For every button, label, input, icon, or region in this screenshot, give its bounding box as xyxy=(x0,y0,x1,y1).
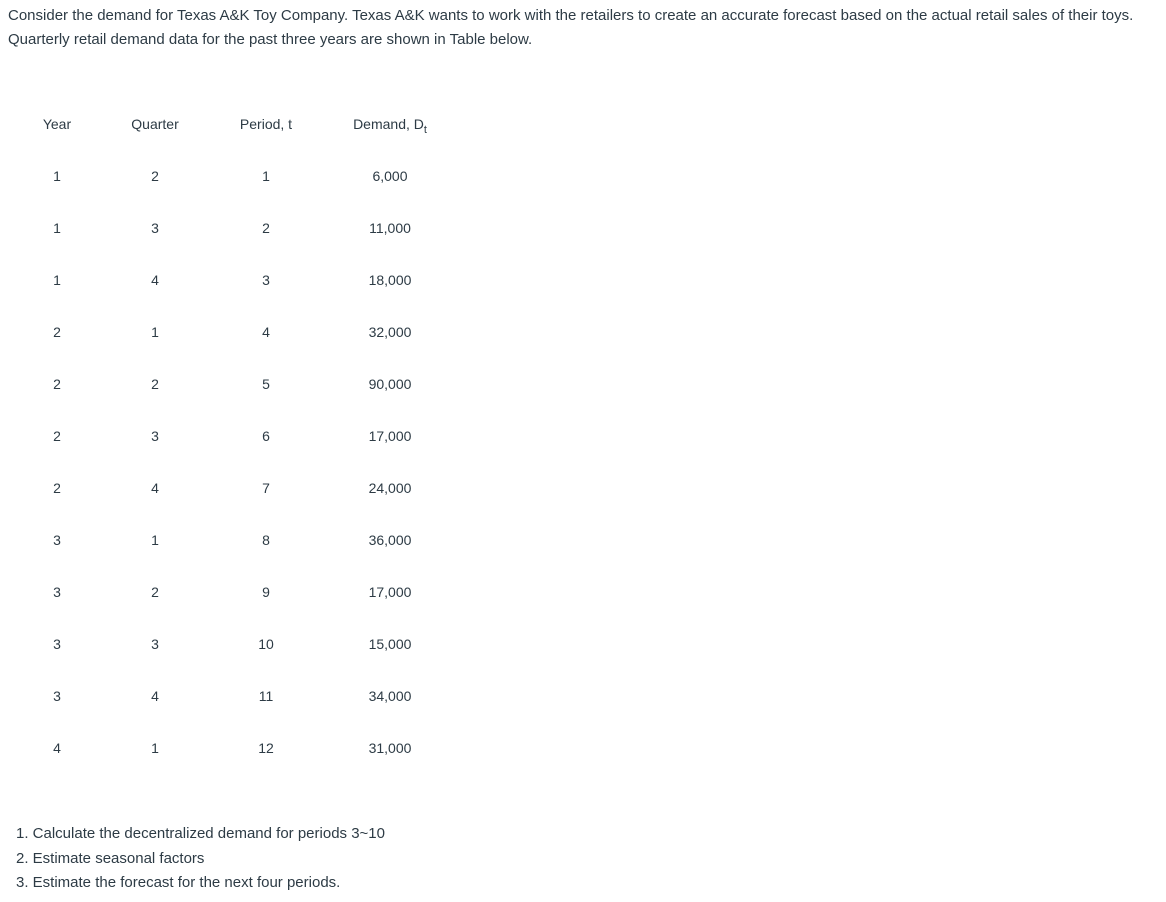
cell-quarter: 2 xyxy=(151,376,159,392)
table-row xyxy=(8,566,452,618)
cell-period: 8 xyxy=(262,532,270,548)
header-quarter: Quarter xyxy=(131,116,179,132)
cell-demand: 36,000 xyxy=(368,532,412,548)
cell-period: 4 xyxy=(262,324,270,340)
problem-intro: Consider the demand for Texas A&K Toy Company. Texas A&K wants to work with the retailers to create an accurate forecast based on the actual retail sales of their toys. Quarterly retail demand data for the past three years are shown in Table below. xyxy=(8,7,1134,48)
table-row xyxy=(8,514,452,566)
table-row xyxy=(8,462,452,514)
header-demand-subscript: t xyxy=(423,123,427,136)
cell-quarter: 4 xyxy=(151,480,159,496)
cell-period: 10 xyxy=(258,636,274,652)
cell-period: 2 xyxy=(262,220,270,236)
demand-table xyxy=(8,98,452,774)
header-period: Period, t xyxy=(239,116,293,132)
cell-year: 3 xyxy=(53,688,61,704)
cell-period: 9 xyxy=(262,584,270,600)
cell-demand: 15,000 xyxy=(368,636,412,652)
cell-year: 1 xyxy=(53,272,61,288)
cell-period: 6 xyxy=(262,428,270,444)
cell-demand: 17,000 xyxy=(368,428,412,444)
cell-period: 3 xyxy=(262,272,270,288)
cell-quarter: 3 xyxy=(151,636,159,652)
task-item: 1. Calculate the decentralized demand for periods 3~10 xyxy=(16,825,385,842)
cell-demand: 6,000 xyxy=(372,168,408,184)
table-row xyxy=(8,358,452,410)
cell-quarter: 1 xyxy=(151,532,159,548)
table-row xyxy=(8,722,452,774)
cell-year: 2 xyxy=(53,324,61,340)
table-row xyxy=(8,150,452,202)
cell-year: 2 xyxy=(53,428,61,444)
table-header-row xyxy=(8,98,452,150)
cell-year: 3 xyxy=(53,584,61,600)
table-row xyxy=(8,618,452,670)
cell-quarter: 1 xyxy=(151,324,159,340)
cell-demand: 17,000 xyxy=(368,584,412,600)
cell-year: 1 xyxy=(53,168,61,184)
cell-year: 3 xyxy=(53,636,61,652)
cell-quarter: 2 xyxy=(151,168,159,184)
table-row xyxy=(8,306,452,358)
cell-period: 5 xyxy=(262,376,270,392)
table-row xyxy=(8,202,452,254)
task-list xyxy=(16,822,385,896)
header-demand-label: Demand, D xyxy=(353,116,424,132)
cell-year: 2 xyxy=(53,376,61,392)
cell-demand: 11,000 xyxy=(369,220,411,236)
table-row xyxy=(8,670,452,722)
cell-quarter: 1 xyxy=(151,740,159,756)
task-item: 2. Estimate seasonal factors xyxy=(16,849,205,867)
cell-demand: 31,000 xyxy=(368,740,412,756)
cell-quarter: 3 xyxy=(151,220,159,236)
cell-demand: 24,000 xyxy=(368,480,412,496)
table-body xyxy=(8,150,452,774)
cell-quarter: 2 xyxy=(151,584,159,600)
cell-demand: 34,000 xyxy=(368,688,412,704)
cell-quarter: 4 xyxy=(151,688,159,704)
cell-period: 7 xyxy=(262,480,270,496)
cell-year: 1 xyxy=(53,220,61,236)
cell-quarter: 3 xyxy=(151,428,159,444)
cell-year: 3 xyxy=(53,532,61,548)
cell-demand: 18,000 xyxy=(368,272,412,288)
cell-year: 2 xyxy=(53,480,61,496)
cell-demand: 90,000 xyxy=(368,376,412,392)
cell-period: 1 xyxy=(262,168,270,184)
header-year: Year xyxy=(42,116,72,132)
cell-quarter: 4 xyxy=(151,272,159,288)
cell-period: 11 xyxy=(258,688,274,704)
cell-period: 12 xyxy=(258,740,274,756)
cell-demand: 32,000 xyxy=(368,324,412,340)
task-item: 3. Estimate the forecast for the next four periods. xyxy=(16,874,341,891)
header-demand xyxy=(328,98,452,150)
table-row xyxy=(8,254,452,306)
table-row xyxy=(8,410,452,462)
cell-year: 4 xyxy=(53,740,61,756)
